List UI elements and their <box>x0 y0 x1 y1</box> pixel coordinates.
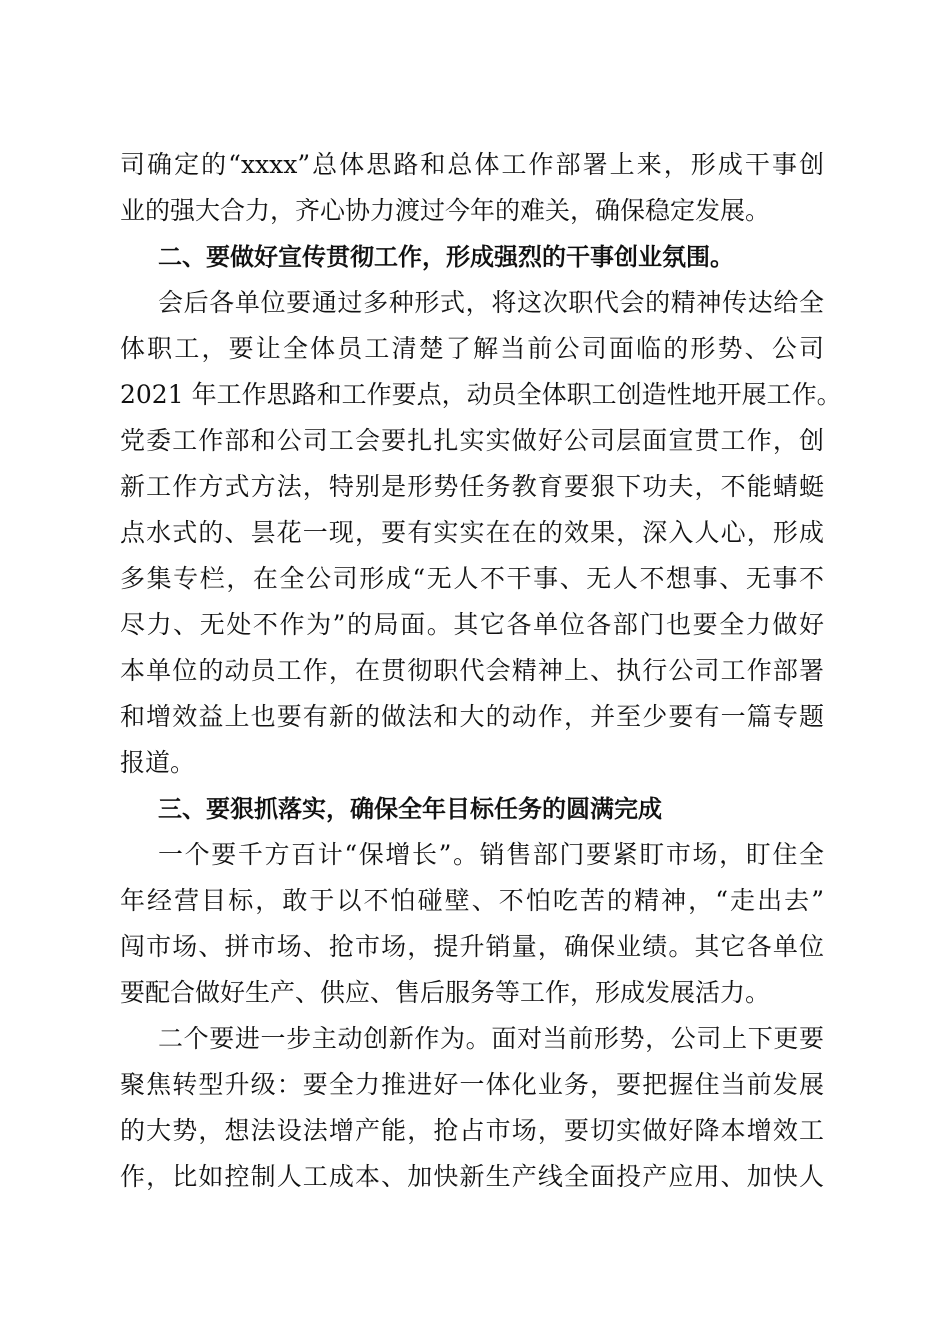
paragraph-line: 会后各单位要通过多种形式，将这次职代会的精神传达给全 <box>158 288 824 317</box>
paragraph-line: 要配合做好生产、供应、售后服务等工作，形成发展活力。 <box>120 978 771 1007</box>
paragraph-line: 司确定的“xxxx”总体思路和总体工作部署上来，形成干事创 <box>120 150 824 179</box>
paragraph-line: 体职工，要让全体员工清楚了解当前公司面临的形势、公司 <box>120 334 824 363</box>
paragraph-line: 新工作方式方法，特别是形势任务教育要狠下功夫，不能蜻蜓 <box>120 472 824 501</box>
section-heading: 二、要做好宣传贯彻工作，形成强烈的干事创业氛围。 <box>158 243 734 271</box>
paragraph-line: 尽力、无处不作为”的局面。其它各单位各部门也要全力做好 <box>120 610 824 639</box>
paragraph-line: 业的强大合力，齐心协力渡过今年的难关，确保稳定发展。 <box>120 196 771 225</box>
paragraph-line: 一个要千方百计“保增长”。销售部门要紧盯市场，盯住全 <box>158 840 824 869</box>
paragraph-line: 的大势，想法设法增产能，抢占市场，要切实做好降本增效工 <box>120 1116 824 1145</box>
paragraph-line: 2021 年工作思路和工作要点，动员全体职工创造性地开展工作。 <box>120 380 842 409</box>
paragraph-line: 作，比如控制人工成本、加快新生产线全面投产应用、加快人 <box>120 1162 824 1191</box>
paragraph-line: 和增效益上也要有新的做法和大的动作，并至少要有一篇专题 <box>120 702 824 731</box>
section-heading: 三、要狠抓落实，确保全年目标任务的圆满完成 <box>158 795 662 823</box>
paragraph-line: 本单位的动员工作，在贯彻职代会精神上、执行公司工作部署 <box>120 656 824 685</box>
paragraph-line: 闯市场、拼市场、抢市场，提升销量，确保业绩。其它各单位 <box>120 932 824 961</box>
paragraph-line: 年经营目标，敢于以不怕碰壁、不怕吃苦的精神，“走出去” <box>120 886 824 915</box>
paragraph-line: 多集专栏，在全公司形成“无人不干事、无人不想事、无事不 <box>120 564 824 593</box>
paragraph-line: 聚焦转型升级：要全力推进好一体化业务，要把握住当前发展 <box>120 1070 824 1099</box>
paragraph-line: 点水式的、昙花一现，要有实实在在的效果，深入人心，形成 <box>120 518 824 547</box>
document-body <box>120 142 842 1200</box>
paragraph-line: 党委工作部和公司工会要扎扎实实做好公司层面宣贯工作，创 <box>120 426 824 455</box>
paragraph-line: 二个要进一步主动创新作为。面对当前形势，公司上下更要 <box>158 1024 824 1053</box>
paragraph-line: 报道。 <box>120 748 196 777</box>
